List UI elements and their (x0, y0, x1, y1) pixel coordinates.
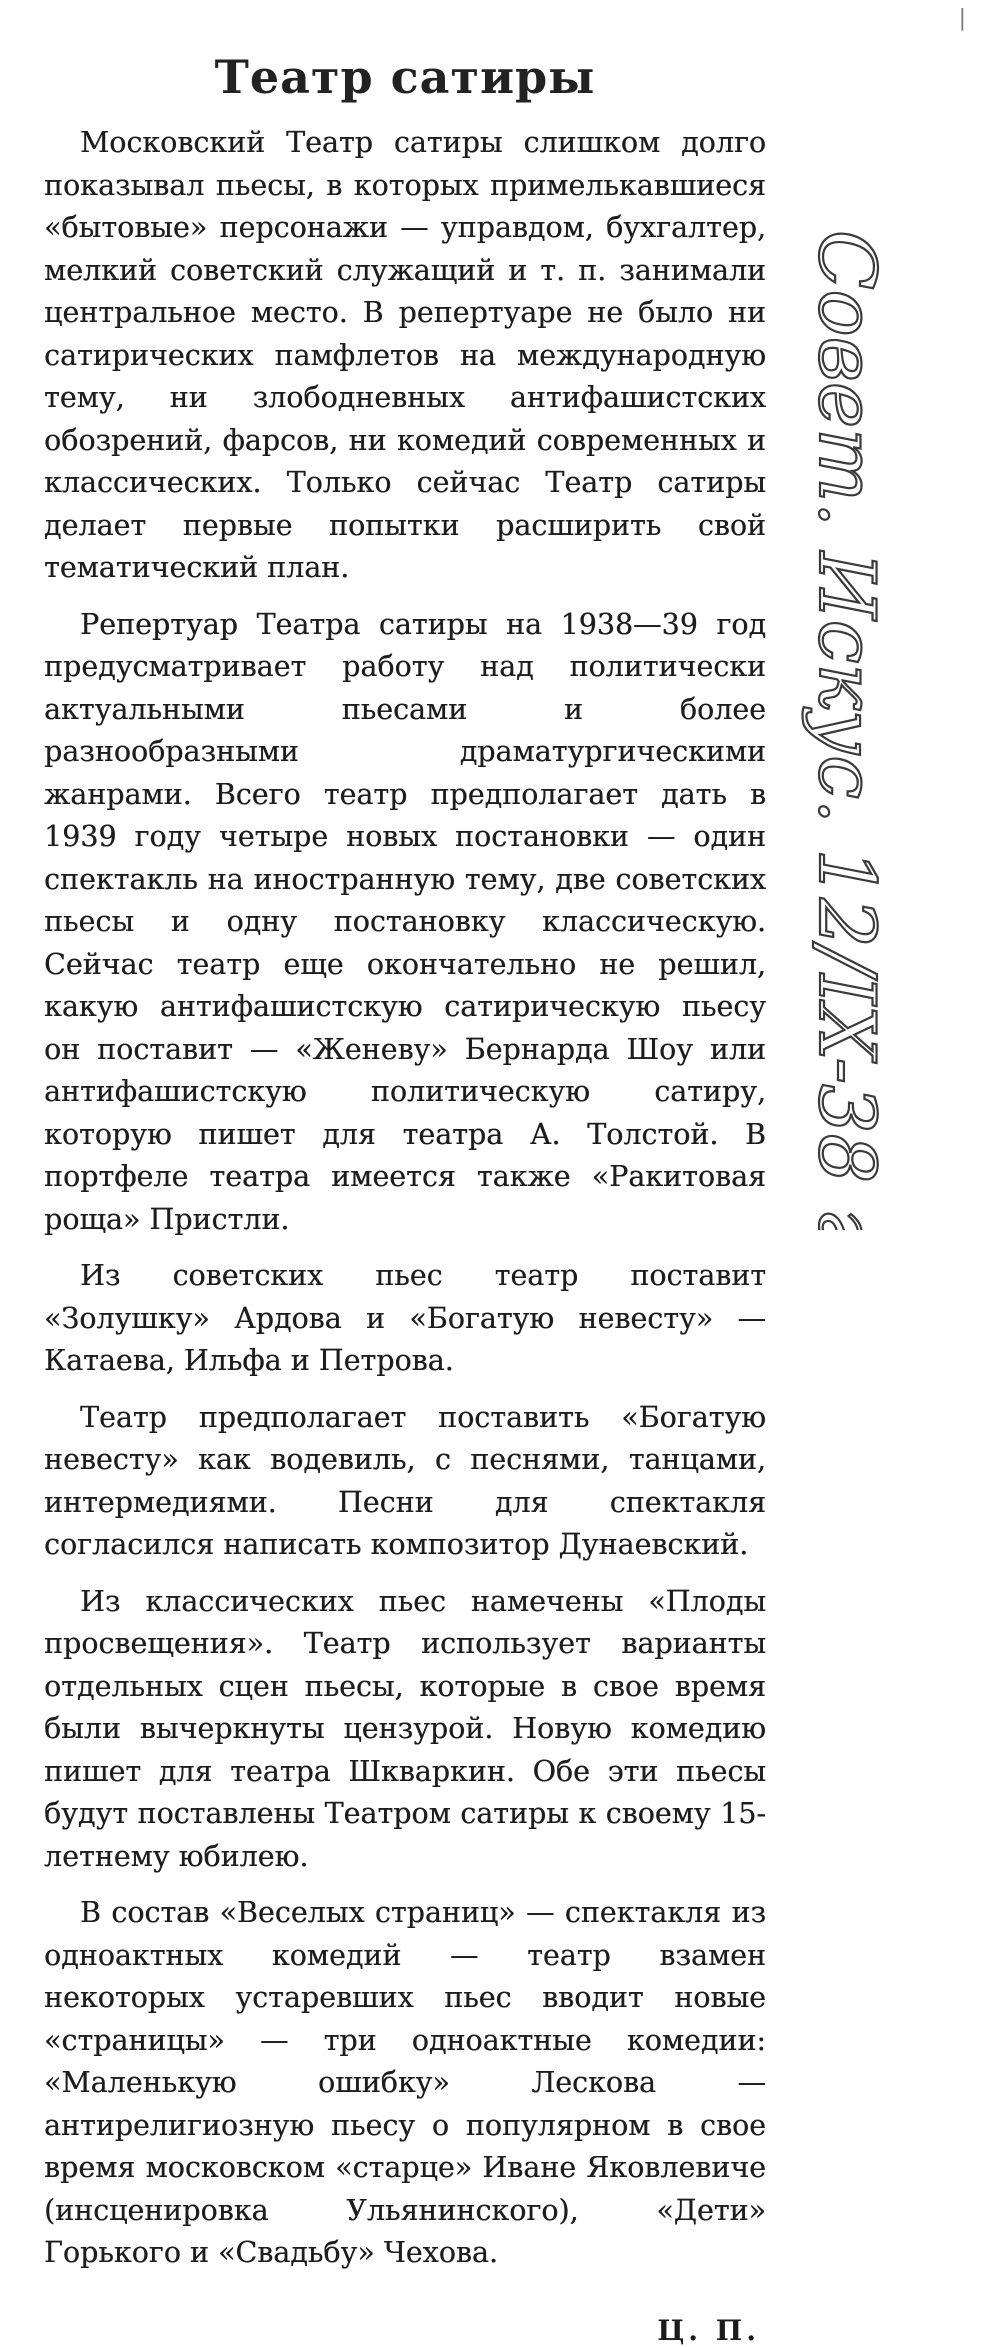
edge-mark: | (958, 6, 966, 31)
handwritten-annotation-text: Совет. Искус. 12/IX-38 г. (801, 230, 891, 1230)
article-paragraph: Театр предполагает поставить «Богатую невесту» как водевиль, с песнями, танцами, интермедиями. Песни для спектакля согласился написать композитор Дунаевский. (44, 1400, 766, 1561)
article-signature: Ц. П. (657, 2313, 760, 2347)
article (44, 50, 766, 2347)
article-paragraph: Из советских пьес театр поставит «Золушку» Ардова и «Богатую невесту» — Катаева, Ильфа и Петрова. (44, 1259, 766, 1377)
handwritten-annotation (780, 230, 920, 1230)
article-paragraph: В состав «Веселых страниц» — спектакля из одноактных комедий — театр взамен некоторых устаревших пьес вводит новые «страницы» — три одноактные комедии: «Маленькую ошибку» Лескова — антирелигиозную пьесу о популярном в свое время московском «старце» Иване Яковлевиче (инсценировка Ульянинского), «Дети» Горького и «Свадьбу» Чехова. (44, 1896, 766, 2269)
article-paragraph: Из классических пьес намечены «Плоды просвещения». Театр использует варианты отдельных сцен пьесы, которые в свое время были вычеркнуты цензурой. Новую комедию пишет для театра Шкваркин. Обе эти пьесы будут поставлены Театром сатиры к своему 15-летнему юбилею. (44, 1584, 766, 1873)
article-paragraph: Репертуар Театра сатиры на 1938—39 год предусматривает работу над политически актуальными пьесами и более разнообразными драматургическими жанрами. Всего театр предполагает дать в 1939 году четыре новых постановки — один спектакль на иностранную тему, две советских пьесы и одну постановку классическую. Сейчас театр еще окончательно не решил, какую антифашистскую сатирическую пьесу он поставит — «Женеву» Бернарда Шоу или антифашистскую политическую сатиру, которую пишет для театра А. Толстой. В портфеле театра имеется также «Ракитовая роща» Пристли. (44, 607, 766, 1236)
article-title: Театр сатиры (214, 50, 596, 104)
handwritten-annotation-svg (780, 230, 920, 1230)
article-paragraph: Московский Театр сатиры слишком долго показывал пьесы, в которых примелькавшиеся «бытовые» персонажи — управдом, бухгалтер, мелкий советский служащий и т. п. занимали центральное место. В репертуаре не было ни сатирических памфлетов на международную тему, ни злободневных антифашистских обозрений, фарсов, ни комедий современных и классических. Только сейчас Театр сатиры делает первые попытки расширить свой тематический план. (44, 126, 766, 584)
